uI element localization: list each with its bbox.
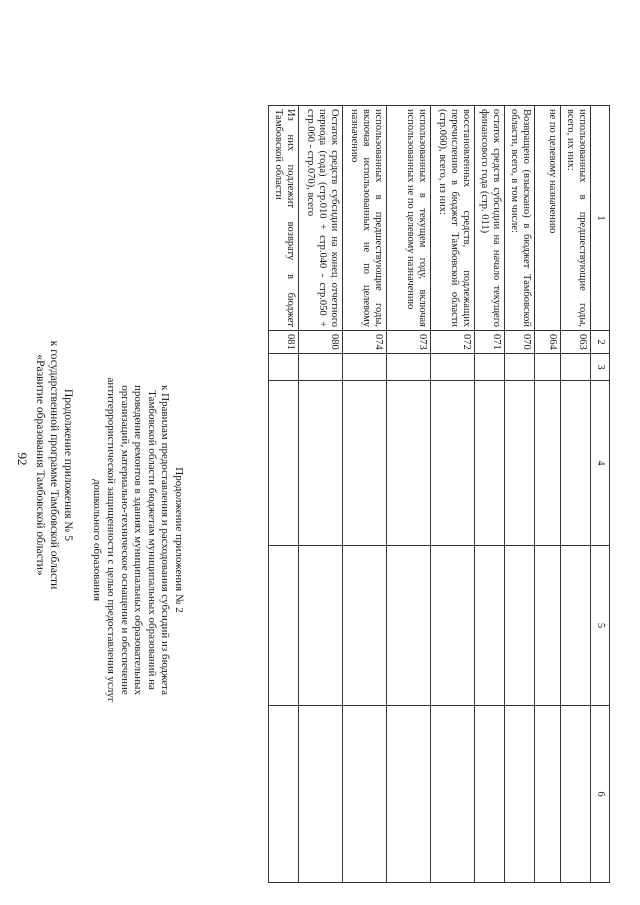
empty-cell <box>387 381 431 546</box>
table-row <box>431 106 475 883</box>
empty-cell <box>475 354 505 381</box>
empty-cell <box>475 706 505 883</box>
empty-cell <box>561 354 591 381</box>
appendix-line: Продолжение приложения № 2 <box>173 467 185 613</box>
row-code: 072 <box>431 331 475 354</box>
empty-cell <box>535 706 561 883</box>
row-description: использованных в предшествующие годы, включая использованных не по целевому назначению <box>343 106 387 331</box>
empty-cell <box>387 546 431 706</box>
column-header: 5 <box>591 546 610 706</box>
empty-cell <box>343 706 387 883</box>
empty-cell <box>505 706 535 883</box>
empty-cell <box>299 354 343 381</box>
empty-cell <box>269 546 299 706</box>
subsidy-table <box>268 105 610 883</box>
empty-cell <box>431 354 475 381</box>
table-body <box>269 106 610 883</box>
empty-cell <box>269 706 299 883</box>
empty-cell <box>269 381 299 546</box>
empty-cell <box>299 381 343 546</box>
empty-cell <box>299 706 343 883</box>
column-header: 1 <box>591 106 610 331</box>
empty-cell <box>505 354 535 381</box>
row-code: 080 <box>299 331 343 354</box>
empty-cell <box>505 381 535 546</box>
continuation-line: «Развитие образования Тамбовской области» <box>34 354 46 576</box>
empty-cell <box>387 354 431 381</box>
appendix-line: организаций, материально-техническое оснащение и обеспечение <box>118 385 131 695</box>
empty-cell <box>431 706 475 883</box>
page-number: 92 <box>15 452 30 466</box>
empty-cell <box>299 546 343 706</box>
row-code: 081 <box>269 331 299 354</box>
row-description: восстановленных средств, подлежащих перечислению в бюджет Тамбовской области (стр.060), всего, из них: <box>431 106 475 331</box>
empty-cell <box>431 381 475 546</box>
appendix-header <box>90 230 185 850</box>
program-continuation-header <box>33 300 75 630</box>
table-row <box>535 106 561 883</box>
table-row <box>475 106 505 883</box>
row-code: 064 <box>535 331 561 354</box>
appendix-line: антитеррористической защищенности с целью предоставления услуг <box>105 377 118 703</box>
appendix-line: проведение ремонтов в зданиях муниципальных образовательных <box>132 385 145 695</box>
row-description: не по целевому назначению <box>535 106 561 331</box>
table-row <box>299 106 343 883</box>
row-code: 074 <box>343 331 387 354</box>
table-row <box>387 106 431 883</box>
row-code: 073 <box>387 331 431 354</box>
row-description: Возвращено (взыскано) в бюджет Тамбовской области, всего, в том числе: <box>505 106 535 331</box>
empty-cell <box>535 354 561 381</box>
row-code: 070 <box>505 331 535 354</box>
row-code: 071 <box>475 331 505 354</box>
empty-cell <box>475 546 505 706</box>
table-row <box>561 106 591 883</box>
empty-cell <box>343 381 387 546</box>
empty-cell <box>505 546 535 706</box>
empty-cell <box>475 381 505 546</box>
column-header: 4 <box>591 381 610 546</box>
empty-cell <box>387 706 431 883</box>
continuation-line: к государственной программе Тамбовской области <box>48 340 60 590</box>
row-description: использованных в текущем году, включая использованных не по целевому назначению <box>387 106 431 331</box>
continuation-line: Продолжение приложения № 5 <box>62 388 74 542</box>
empty-cell <box>535 546 561 706</box>
row-code: 063 <box>561 331 591 354</box>
empty-cell <box>269 354 299 381</box>
column-header: 6 <box>591 706 610 883</box>
column-header: 3 <box>591 354 610 381</box>
table-row <box>505 106 535 883</box>
appendix-line: дошкольного образования <box>91 478 104 602</box>
row-description: Остаток средств субсидии на конец отчетного периода (года) (стр.010 + стр.040 - стр.050 + стр.060 - стр.070), всего <box>299 106 343 331</box>
empty-cell <box>431 546 475 706</box>
table-header-row <box>591 106 610 883</box>
row-description: использованных в предшествующие годы, всего, их них: <box>561 106 591 331</box>
column-header: 2 <box>591 331 610 354</box>
empty-cell <box>561 546 591 706</box>
table-row <box>343 106 387 883</box>
row-description: Из них подлежит возврату в бюджет Тамбовской области <box>269 106 299 331</box>
empty-cell <box>535 381 561 546</box>
appendix-line: к Правилам предоставления и расходования субсидий из бюджета <box>159 385 172 695</box>
empty-cell <box>343 354 387 381</box>
empty-cell <box>561 381 591 546</box>
table-row <box>269 106 299 883</box>
appendix-line: Тамбовской области бюджетам муниципальных образований на <box>145 390 158 690</box>
row-description: остаток средств субсидии на начало текущего финансового года (стр. 011) <box>475 106 505 331</box>
empty-cell <box>343 546 387 706</box>
empty-cell <box>561 706 591 883</box>
